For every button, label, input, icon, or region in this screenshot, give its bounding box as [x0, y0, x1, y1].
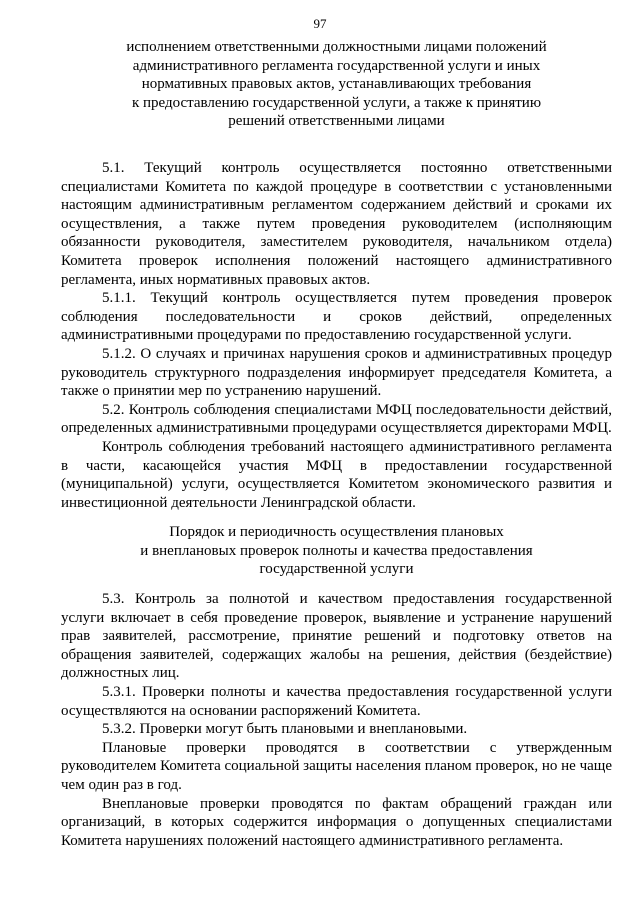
heading-line: и внеплановых проверок полноты и качества предоставления — [140, 542, 533, 559]
paragraph-5-3-2: 5.3.2. Проверки могут быть плановыми и внеплановыми. — [102, 721, 468, 738]
paragraph-5-1-1: 5.1.1. Текущий контроль осуществляется путем проведения проверок соблюдения последовательности и сроков действий, определенных административными процедурами по предоставлению государственной услуги. — [61, 290, 612, 344]
paragraph-5-1-2: 5.1.2. О случаях и причинах нарушения сроков и административных процедур руководитель структурного подразделения информирует председателя Комитета, а также о принятии мер по устранению нарушений. — [61, 345, 612, 400]
paragraph-unplanned-inspections: Внеплановые проверки проводятся по фактам обращений граждан или организаций, в которых содержится информация о допущенных специалистами Комитета нарушениях положений настоящего административного регламента. — [61, 795, 612, 849]
heading-line: нормативных правовых актов, устанавливающих требования — [141, 76, 532, 93]
section-heading-top — [61, 38, 612, 131]
heading-line: к предоставлению государственной услуги, а также к принятию — [131, 94, 542, 111]
paragraph-mfc-control: Контроль соблюдения требований настоящего административного регламента в части, касающейся участия МФЦ в предоставлении государственной (муниципальной) услуги, осуществляется Комитетом экономического развития и инвестиционной деятельности Ленинградской области. — [61, 438, 612, 511]
heading-line: государственной услуги — [259, 561, 414, 578]
paragraph-5-1: 5.1. Текущий контроль осуществляется постоянно ответственными специалистами Комитета по каждой процедуре в соответствии с установленными настоящим административным регламентом содержанием действий и сроками их осуществления, а также путем проведения руководителем (исполняющим обязанности руководителя, заместителем руководителя, начальником отдела) Комитета проверок исполнения положений настоящего административного регламента, иных нормативных правовых актов. — [61, 160, 612, 288]
section-heading-inspections — [61, 523, 612, 579]
paragraph-5-3-1: 5.3.1. Проверки полноты и качества предоставления государственной услуги осуществляются на основании распоряжений Комитета. — [61, 683, 612, 719]
paragraph-planned-inspections: Плановые проверки проводятся в соответствии с утвержденным руководителем Комитета социальной защиты населения планом проверок, но не чаще чем один раз в год. — [61, 739, 612, 793]
heading-line: административного регламента государственной услуги и иных — [132, 57, 541, 74]
section-inspections — [61, 590, 612, 850]
paragraph-5-3: 5.3. Контроль за полнотой и качеством предоставления государственной услуги включает в себя проведение проверок, выявление и устранение нарушений прав заявителей, рассмотрение, принятие решений и подготовку ответов на обращения заявителей, содержащих жалобы на решения, действия (бездействие) должностных лиц. — [61, 591, 612, 682]
page-number: 97 — [313, 16, 327, 31]
heading-line: решений ответственными лицами — [228, 113, 445, 130]
section-current-control — [61, 159, 612, 512]
paragraph-5-2: 5.2. Контроль соблюдения специалистами МФЦ последовательности действий, определенных административными процедурами осуществляется директорами МФЦ. — [61, 401, 612, 437]
heading-line: Порядок и периодичность осуществления плановых — [169, 524, 504, 540]
heading-line: исполнением ответственными должностными лицами положений — [126, 39, 547, 55]
